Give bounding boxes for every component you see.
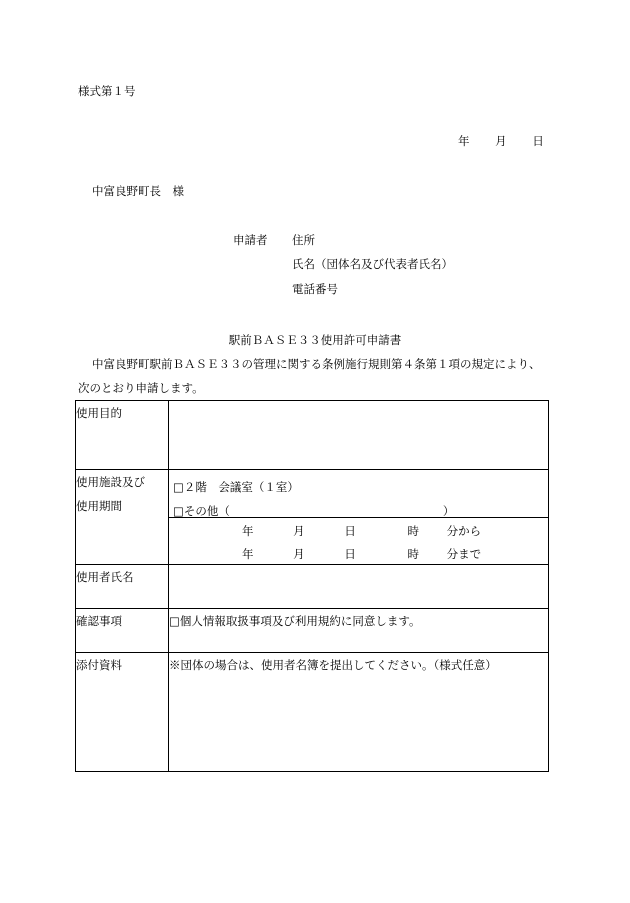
document-title: 駅前ＢＡＳＥ３３使用許可申請書 [228,333,402,347]
intro-line-2: 次のとおり申請します。 [78,381,204,395]
addressee: 中富良野町長 様 [92,184,184,198]
facility-row [76,470,549,565]
consent-checkbox[interactable]: □個人情報取扱事項及び利用規約に同意します。 [169,609,549,653]
facility-cell [169,470,549,565]
option-room-checkbox[interactable]: □２階 会議室（１室） [173,480,299,494]
attach-row [76,653,549,772]
from-hour: 時 [407,524,419,538]
to-day: 日 [344,547,356,561]
period-fields [169,518,548,563]
confirm-label: 確認事項 [76,609,169,653]
to-hour: 時 [407,547,419,561]
purpose-label: 使用目的 [76,401,169,470]
user-name-field[interactable] [169,565,549,609]
purpose-row [76,401,549,470]
from-day: 日 [344,524,356,538]
from-month: 月 [293,524,305,538]
option-other-checkbox[interactable]: □その他（ [173,504,230,518]
facility-label [76,470,169,565]
attachment-note: ※団体の場合は、使用者名簿を提出してください。（様式任意） [169,653,549,772]
applicant-name-label: 氏名（団体名及び代表者氏名） [292,257,453,271]
date-month: 月 [495,134,507,148]
facility-label-line-1: 使用施設及び [76,475,145,489]
facility-label-line-2: 使用期間 [76,499,122,513]
attachment-label: 添付資料 [76,653,169,772]
applicant-label: 申請者 [233,233,268,247]
form-number: 様式第１号 [78,84,136,98]
application-table [75,400,549,772]
from-suffix: 分から [446,524,482,538]
period-to[interactable] [242,549,481,561]
option-other-close: ） [442,504,455,518]
applicant-address-label: 住所 [292,233,315,247]
user-name-label: 使用者氏名 [76,565,169,609]
intro-line-1: 中富良野町駅前ＢＡＳＥ３３の管理に関する条例施行規則第４条第１項の規定により、 [92,357,541,371]
to-month: 月 [293,547,305,561]
facility-options [169,470,548,518]
to-suffix: 分まで [446,547,482,561]
date-year: 年 [458,134,470,148]
user-row [76,565,549,609]
date-day: 日 [532,134,544,148]
applicant-phone-label: 電話番号 [292,282,338,296]
date-line [458,136,544,148]
period-from[interactable] [242,526,481,538]
from-year: 年 [242,524,254,538]
purpose-field[interactable] [169,401,549,470]
to-year: 年 [242,547,254,561]
confirm-row [76,609,549,653]
